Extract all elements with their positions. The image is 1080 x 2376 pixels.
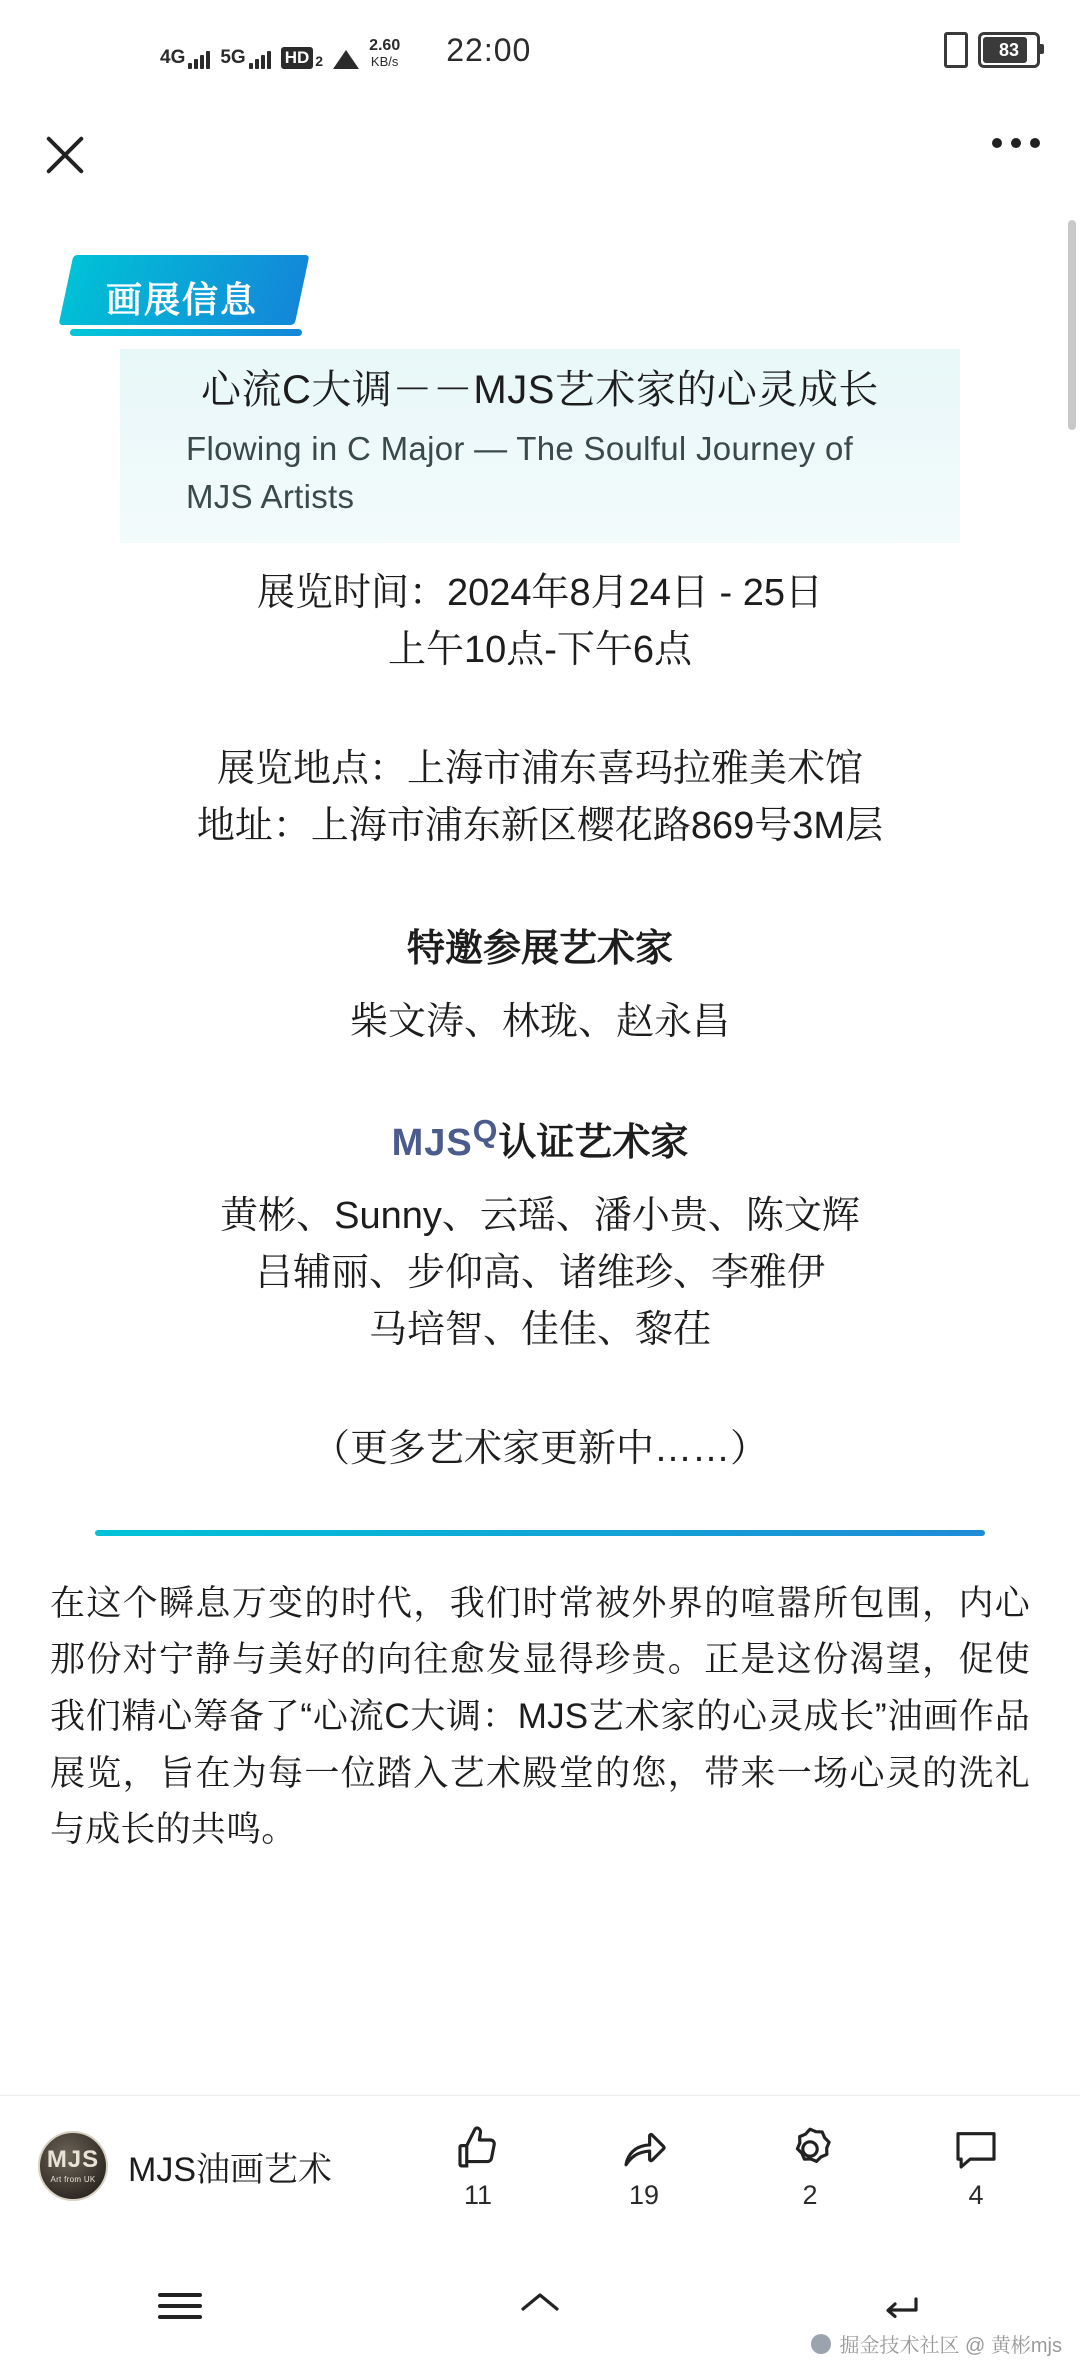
wifi-icon — [333, 49, 359, 69]
reward-button[interactable] — [754, 2122, 866, 2211]
watermark-text: 掘金技术社区 @ 黄彬mjs — [839, 2335, 1062, 2357]
signal-bars-icon — [249, 49, 271, 69]
battery-icon — [978, 32, 1040, 68]
status-bar — [0, 0, 1080, 100]
author-block[interactable] — [38, 2131, 332, 2201]
home-glyph-icon — [512, 2282, 568, 2330]
comment-count: 4 — [968, 2179, 984, 2210]
title-chinese: 心流C大调－－MJS艺术家的心灵成长 — [201, 368, 879, 412]
hd-sim-label: 2 — [315, 52, 324, 69]
more-options-icon[interactable] — [992, 138, 1040, 148]
like-button[interactable] — [422, 2122, 534, 2211]
status-clock: 22:00 — [446, 31, 532, 68]
exhibition-info-ribbon — [66, 255, 336, 341]
hd-badge: HD — [281, 47, 314, 69]
mjs-logo-text: MJS — [391, 1121, 473, 1164]
guest-artists-heading: 特邀参展艺术家 — [406, 927, 673, 970]
like-count: 11 — [463, 2179, 493, 2210]
title-block — [120, 349, 960, 543]
scrollbar[interactable] — [1068, 220, 1076, 430]
close-icon[interactable] — [36, 126, 94, 184]
network-speed-value: 2.60 — [369, 37, 401, 55]
menu-icon[interactable] — [110, 2271, 250, 2341]
share-count: 19 — [628, 2179, 660, 2210]
content-fade-mask — [0, 2025, 1080, 2095]
certified-artists-line-2: 吕辅丽、步仰高、诸维珍、李雅伊 — [254, 1251, 825, 1294]
mjs-logo-superscript: Q — [472, 1112, 499, 1149]
article-content[interactable] — [0, 210, 1080, 2095]
certified-artists-line-3: 马培智、佳佳、黎茌 — [368, 1308, 711, 1351]
more-artists-note: （更多艺术家更新中……） — [311, 1427, 768, 1470]
network-4g-label: 4G — [160, 46, 186, 68]
coin-icon — [783, 2122, 837, 2176]
home-icon[interactable] — [470, 2271, 610, 2341]
network-speed — [369, 38, 400, 68]
system-navigation-bar — [0, 2235, 1080, 2376]
ribbon-underline — [70, 329, 302, 336]
guest-artists-names: 柴文涛、林珑、赵永昌 — [349, 1000, 730, 1043]
author-name: MJS油画艺术 — [128, 2150, 332, 2189]
section-divider — [95, 1530, 985, 1536]
watermark — [811, 2329, 1062, 2358]
comment-button[interactable] — [920, 2122, 1032, 2211]
exhibition-date-line-1: 展览时间：2024年8月24日 - 25日 — [257, 571, 823, 614]
network-5g-label: 5G — [220, 46, 246, 68]
comment-icon — [949, 2122, 1003, 2176]
status-bar-left — [160, 32, 531, 69]
avatar[interactable] — [38, 2131, 108, 2201]
avatar-subtitle: Art from UK — [50, 2175, 96, 2184]
network-speed-unit: KB/s — [370, 53, 399, 69]
battery-level-label: 83 — [998, 39, 1020, 60]
signal-bars-icon — [188, 49, 210, 69]
certified-artists-heading — [0, 1111, 1080, 1166]
share-button[interactable] — [588, 2122, 700, 2211]
watermark-avatar-icon — [811, 2334, 831, 2354]
back-glyph-icon — [872, 2282, 928, 2330]
network-5g-indicator — [220, 47, 270, 69]
ribbon-label: 画展信息 — [106, 279, 259, 320]
exhibition-venue-line-2: 地址：上海市浦东新区樱花路869号3M层 — [196, 804, 884, 847]
reward-count: 2 — [802, 2179, 818, 2210]
thumbs-up-icon — [451, 2122, 505, 2176]
app-bar — [0, 100, 1080, 210]
certified-artists-line-1: 黄彬、Sunny、云瑶、潘小贵、陈文辉 — [220, 1194, 860, 1237]
status-bar-right — [944, 32, 1040, 68]
article-action-bar — [0, 2095, 1080, 2236]
network-4g-indicator — [160, 47, 210, 69]
certified-artists-heading-text: 认证艺术家 — [498, 1121, 689, 1164]
exhibition-date-line-2: 上午10点-下午6点 — [387, 628, 693, 671]
share-icon — [617, 2122, 671, 2176]
action-buttons — [422, 2122, 1032, 2211]
vibrate-icon — [944, 32, 968, 68]
exhibition-venue-line-1: 展览地点：上海市浦东喜玛拉雅美术馆 — [216, 747, 863, 790]
title-english: Flowing in C Major — The Soulful Journey of MJS Artists — [186, 430, 854, 515]
hd-indicator — [281, 47, 323, 69]
article-body-paragraph: 在这个瞬息万变的时代，我们时常被外界的喧嚣所包围，内心那份对宁静与美好的向往愈发显得珍贵。正是这份渴望，促使我们精心筹备了“心流C大调：MJS艺术家的心灵成长”油画作品展览，旨在为每一位踏入艺术殿堂的您，带来一场心灵的洗礼与成长的共鸣。 — [50, 1583, 1030, 1850]
avatar-mark: MJS — [46, 2146, 100, 2173]
